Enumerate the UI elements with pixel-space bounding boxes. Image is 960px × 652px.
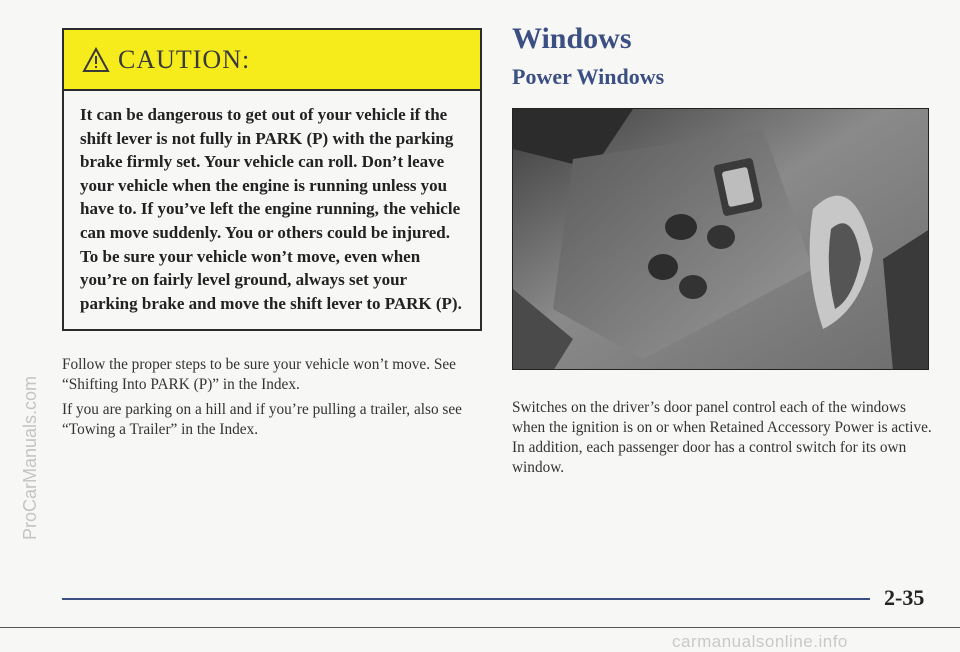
- section-title: Windows: [512, 22, 632, 55]
- caution-box: [62, 28, 482, 331]
- side-watermark: [17, 130, 43, 550]
- power-windows-description: Switches on the driver’s door panel control each of the windows when the ignition is on or when Retained Accessory Power is active. In addition, each passenger door has a control switch for its own window.: [512, 399, 932, 476]
- hill-trailer-paragraph: If you are parking on a hill and if you’re pulling a trailer, also see “Towing a Trailer” in the Index.: [62, 401, 462, 438]
- parking-steps-paragraph: Follow the proper steps to be sure your vehicle won’t move. See “Shifting Into PARK (P)” in the Index.: [62, 356, 456, 393]
- caution-header: [64, 30, 480, 91]
- footer-line: [0, 627, 960, 628]
- footer-watermark: carmanualsonline.info: [672, 632, 848, 651]
- side-watermark-text: ProCarManuals.com: [20, 375, 40, 540]
- caution-text: It can be dangerous to get out of your vehicle if the shift lever is not fully in PARK (P) with the parking brake firmly set. Your vehicle can roll. Don’t leave your vehicle when the engine is running unless you have to. If you’ve left the engine running, the vehicle can move suddenly. You or others could be injured. To be sure your vehicle won’t move, even when you’re on fairly level ground, always set your parking brake and move the shift lever to PARK (P).: [80, 105, 462, 313]
- caution-title: CAUTION:: [118, 44, 251, 74]
- power-window-switch-photo: [512, 108, 929, 370]
- warning-triangle-icon: [82, 47, 110, 73]
- section-subtitle: Power Windows: [512, 64, 665, 89]
- page-number: 2-35: [884, 585, 925, 610]
- footer-rule: [62, 598, 870, 600]
